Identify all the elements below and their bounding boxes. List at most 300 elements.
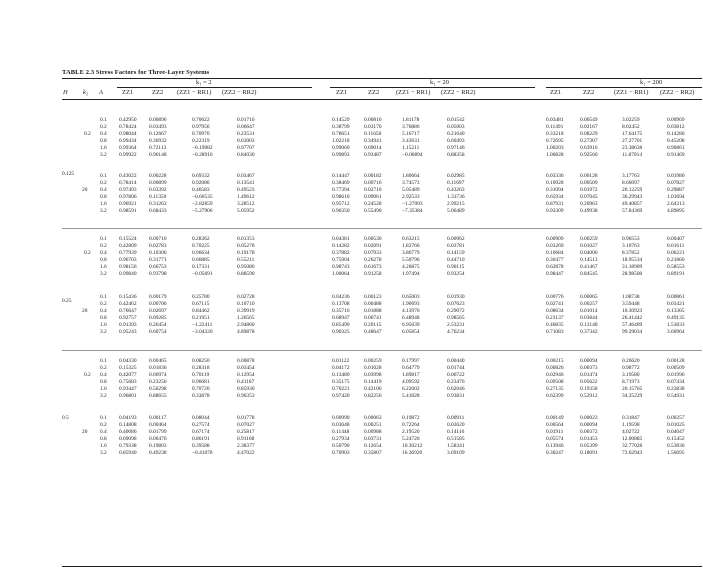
k1-group-label-1: k₁ = 2 bbox=[196, 79, 212, 86]
table-cell: 0.12954 bbox=[237, 372, 255, 378]
table-cell: 0.93447 bbox=[119, 386, 137, 392]
table-cell: 0.98447 bbox=[546, 271, 564, 277]
table-cell: 0.15524 bbox=[119, 236, 137, 242]
table-cell: −0.28916 bbox=[192, 152, 213, 158]
table-cell: 0.02697 bbox=[149, 308, 167, 314]
table-title: TABLE 2.3 Stress Factors for Three-Layer Systems bbox=[62, 69, 210, 76]
table-cell: 0.00259 bbox=[580, 236, 598, 242]
table-cell: 0.02741 bbox=[546, 301, 564, 307]
table-cell: 0.01353 bbox=[237, 236, 255, 242]
table-cell: 0.10710 bbox=[237, 301, 255, 307]
table-cell: 0.19872 bbox=[402, 415, 420, 421]
table-cell: 0.89191 bbox=[667, 271, 685, 277]
table-cell: 0.70970 bbox=[192, 131, 210, 137]
a-value: 0.4 bbox=[100, 308, 107, 314]
table-cell: 0.15452 bbox=[667, 436, 685, 442]
column-header-9: ZZ1 bbox=[550, 89, 562, 96]
table-cell: 0.03812 bbox=[667, 124, 685, 130]
table-cell: 0.01778 bbox=[237, 415, 255, 421]
table-cell: 0.14529 bbox=[332, 117, 350, 123]
table-cell: 0.91258 bbox=[364, 271, 382, 277]
table-cell: 0.01611 bbox=[667, 243, 685, 249]
table-cell: 0.06221 bbox=[667, 250, 685, 256]
table-cell: 0.23137 bbox=[546, 315, 564, 321]
table-cell: 36.29943 bbox=[622, 194, 643, 200]
table-cell: 0.08229 bbox=[580, 131, 598, 137]
table-cell: 8.37852 bbox=[622, 250, 640, 256]
table-cell: 0.96703 bbox=[119, 257, 137, 263]
table-cell: 0.98044 bbox=[119, 131, 137, 137]
column-header-7: (ZZ1 − RR1) bbox=[396, 89, 431, 96]
table-cell: 0.09508 bbox=[546, 379, 564, 385]
table-cell: 0.42106 bbox=[364, 386, 382, 392]
table-cell: 0.29887 bbox=[667, 187, 685, 193]
a-value: 0.8 bbox=[100, 257, 107, 263]
h-value: 0.125 bbox=[62, 171, 75, 177]
table-cell: 0.05622 bbox=[580, 379, 598, 385]
table-cell: 0.66753 bbox=[149, 264, 167, 270]
table-cell: 0.92086 bbox=[192, 180, 210, 186]
table-cell: 0.11448 bbox=[332, 429, 350, 435]
table-cell: 73.62943 bbox=[622, 450, 643, 456]
table-cell: −1.27093 bbox=[402, 201, 423, 207]
table-cell: 0.21640 bbox=[447, 131, 465, 137]
table-cell: 0.15436 bbox=[119, 294, 137, 300]
k1-group-label-3: k₁ = 200 bbox=[640, 79, 663, 86]
table-cell: 1.58341 bbox=[447, 443, 465, 449]
table-cell: 3.10763 bbox=[622, 243, 640, 249]
group-underline-1 bbox=[117, 87, 312, 88]
table-cell: 0.27135 bbox=[546, 386, 564, 392]
table-cell: 0.76647 bbox=[119, 308, 137, 314]
a-value: 0.8 bbox=[100, 315, 107, 321]
table-cell: −3.04320 bbox=[192, 329, 213, 335]
a-value: 0.2 bbox=[100, 422, 107, 428]
table-cell: 1.89817 bbox=[402, 372, 420, 378]
table-cell: 0.14419 bbox=[364, 379, 382, 385]
table-cell: 0.51585 bbox=[447, 436, 465, 442]
table-cell: 0.91469 bbox=[667, 152, 685, 158]
table-cell: 0.00094 bbox=[580, 358, 598, 364]
table-cell: 0.46835 bbox=[546, 322, 564, 328]
table-cell: 17.64175 bbox=[622, 131, 643, 137]
table-cell: 0.11350 bbox=[149, 194, 167, 200]
table-cell: 0.18091 bbox=[580, 450, 598, 456]
table-cell: 0.00564 bbox=[546, 422, 564, 428]
table-cell: 0.65003 bbox=[402, 294, 420, 300]
table-cell: 0.48647 bbox=[364, 329, 382, 335]
table-cell: 0.63215 bbox=[402, 236, 420, 242]
table-cell: 0.14447 bbox=[332, 173, 350, 179]
table-cell: 0.92560 bbox=[580, 152, 598, 158]
table-cell: 0.49523 bbox=[237, 187, 255, 193]
table-cell: 0.43263 bbox=[447, 187, 465, 193]
table-cell: 0.00810 bbox=[364, 117, 382, 123]
k2-value: 0.2 bbox=[84, 250, 91, 256]
table-cell: 0.53836 bbox=[667, 443, 685, 449]
table-cell: −0.41078 bbox=[192, 450, 213, 456]
table-cell: 0.93309 bbox=[546, 208, 564, 214]
table-cell: 0.10928 bbox=[546, 180, 564, 186]
a-value: 0.8 bbox=[100, 379, 107, 385]
table-cell: 0.07827 bbox=[667, 180, 685, 186]
table-cell: 1.83766 bbox=[402, 243, 420, 249]
table-cell: 0.96801 bbox=[119, 393, 137, 399]
table-cell: 0.00706 bbox=[149, 301, 167, 307]
table-cell: 0.14116 bbox=[447, 429, 465, 435]
table-cell: 0.23476 bbox=[447, 379, 465, 385]
a-value: 3.2 bbox=[100, 208, 107, 214]
table-cell: 0.06476 bbox=[149, 436, 167, 442]
table-cell: 0.93487 bbox=[364, 152, 382, 158]
table-cell: 2.38377 bbox=[237, 443, 255, 449]
table-cell: 0.04193 bbox=[119, 415, 137, 421]
table-cell: 0.05399 bbox=[580, 443, 598, 449]
table-cell: 0.01836 bbox=[149, 365, 167, 371]
k2-value: 0.2 bbox=[84, 131, 91, 137]
table-cell: 1.00203 bbox=[546, 145, 564, 151]
table-cell: 0.64779 bbox=[402, 365, 420, 371]
table-cell: 3.43631 bbox=[402, 138, 420, 144]
table-cell: −0.05691 bbox=[192, 271, 213, 277]
k2-value: 0.2 bbox=[84, 372, 91, 378]
table-cell: 4.13976 bbox=[402, 308, 420, 314]
a-value: 1.6 bbox=[100, 264, 107, 270]
table-cell: 0.00962 bbox=[447, 236, 465, 242]
table-cell: 0.69332 bbox=[192, 173, 210, 179]
table-cell: 0.02710 bbox=[364, 187, 382, 193]
table-cell: 0.97806 bbox=[119, 194, 137, 200]
table-cell: 0.95243 bbox=[119, 329, 137, 335]
table-cell: 0.03392 bbox=[149, 187, 167, 193]
table-cell: −0.19082 bbox=[192, 145, 213, 151]
column-header-h: H bbox=[63, 89, 68, 96]
a-value: 0.2 bbox=[100, 180, 107, 186]
table-cell: 0.72264 bbox=[402, 422, 420, 428]
table-cell: 0.49938 bbox=[580, 208, 598, 214]
h-value: 0.25 bbox=[62, 298, 72, 304]
a-value: 0.1 bbox=[100, 294, 107, 300]
column-header-2: ZZ2 bbox=[152, 89, 164, 96]
table-cell: 0.38799 bbox=[332, 124, 350, 130]
table-cell: 12.00885 bbox=[622, 436, 643, 442]
table-cell: 0.49238 bbox=[149, 450, 167, 456]
table-cell: 0.87931 bbox=[546, 201, 564, 207]
table-cell: 0.08044 bbox=[192, 415, 210, 421]
table-cell: 0.00440 bbox=[447, 358, 465, 364]
table-cell: 3.28512 bbox=[237, 201, 255, 207]
table-cell: 0.70726 bbox=[192, 386, 210, 392]
table-cell: 0.70903 bbox=[332, 450, 350, 456]
k1-group-label-2: k₁ = 20 bbox=[430, 79, 449, 86]
table-cell: 0.62878 bbox=[546, 264, 564, 270]
table-cell: 1.33736 bbox=[447, 194, 465, 200]
table-cell: 57.84369 bbox=[622, 208, 643, 214]
group-underline-2 bbox=[330, 87, 535, 88]
table-cell: 0.00488 bbox=[364, 301, 382, 307]
table-cell: 0.78414 bbox=[119, 180, 137, 186]
column-header-12: (ZZ2 − RR2) bbox=[660, 89, 695, 96]
a-value: 0.1 bbox=[100, 415, 107, 421]
table-cell: 0.02728 bbox=[237, 294, 255, 300]
table-cell: 0.93798 bbox=[149, 271, 167, 277]
table-cell: 0.91168 bbox=[237, 436, 255, 442]
column-header-8: (ZZ2 − RR2) bbox=[441, 89, 476, 96]
table-cell: 0.00407 bbox=[667, 236, 685, 242]
table-cell: 0.72695 bbox=[546, 138, 564, 144]
table-cell: 0.00465 bbox=[149, 358, 167, 364]
table-cell: 0.00969 bbox=[667, 117, 685, 123]
table-cell: 3.86779 bbox=[402, 250, 420, 256]
table-cell: 0.07045 bbox=[580, 194, 598, 200]
table-cell: 0.10306 bbox=[149, 250, 167, 256]
table-cell: 0.96634 bbox=[192, 250, 210, 256]
table-cell: 0.84030 bbox=[237, 152, 255, 158]
table-cell: 0.03454 bbox=[237, 365, 255, 371]
table-cell: 0.31771 bbox=[149, 257, 167, 263]
table-cell: 0.19178 bbox=[237, 250, 255, 256]
table-cell: 0.03467 bbox=[237, 173, 255, 179]
column-header-4: (ZZ2 − RR2) bbox=[222, 89, 257, 96]
table-cell: 0.67115 bbox=[192, 301, 210, 307]
table-cell: 0.98610 bbox=[332, 194, 350, 200]
table-cell: 0.00776 bbox=[546, 294, 564, 300]
table-cell: 0.96921 bbox=[119, 201, 137, 207]
table-cell: 0.33878 bbox=[192, 393, 210, 399]
table-cell: 3.17763 bbox=[622, 173, 640, 179]
table-cell: 0.00909 bbox=[546, 236, 564, 242]
table-cell: 0.12654 bbox=[364, 443, 382, 449]
table-cell: 1.97494 bbox=[402, 271, 420, 277]
a-value: 1.6 bbox=[100, 443, 107, 449]
table-cell: 0.55490 bbox=[364, 208, 382, 214]
table-cell: 0.03170 bbox=[364, 124, 382, 130]
table-cell: 0.44710 bbox=[447, 257, 465, 263]
table-cell: 0.00123 bbox=[364, 294, 382, 300]
table-cell: 0.38469 bbox=[332, 180, 350, 186]
table-cell: 0.03998 bbox=[364, 372, 382, 378]
a-value: 0.1 bbox=[100, 358, 107, 364]
a-value: 0.2 bbox=[100, 243, 107, 249]
table-cell: 0.30477 bbox=[546, 257, 564, 263]
a-value: 0.4 bbox=[100, 372, 107, 378]
table-cell: 0.00896 bbox=[149, 117, 167, 123]
table-cell: 0.35716 bbox=[332, 308, 350, 314]
a-value: 0.1 bbox=[100, 236, 107, 242]
table-cell: 0.70119 bbox=[192, 372, 210, 378]
table-cell: 0.99922 bbox=[119, 152, 137, 158]
table-cell: 0.77394 bbox=[332, 187, 350, 193]
table-cell: 0.00094 bbox=[580, 422, 598, 428]
a-value: 0.1 bbox=[100, 117, 107, 123]
table-cell: 0.40086 bbox=[119, 429, 137, 435]
column-header-a: A bbox=[99, 89, 103, 96]
table-cell: 0.43022 bbox=[119, 173, 137, 179]
table-cell: 57.46409 bbox=[622, 322, 643, 328]
table-cell: 0.52912 bbox=[580, 393, 598, 399]
table-cell: 0.01888 bbox=[364, 308, 382, 314]
table-cell: 0.09061 bbox=[364, 194, 382, 200]
table-cell: 0.02985 bbox=[447, 173, 465, 179]
table-cell: 0.00911 bbox=[447, 415, 465, 421]
table-cell: 0.01028 bbox=[364, 365, 382, 371]
table-cell: 0.03844 bbox=[580, 315, 598, 321]
table-cell: 0.42950 bbox=[119, 117, 137, 123]
table-cell: 0.98772 bbox=[622, 365, 640, 371]
bottom-rule bbox=[62, 566, 702, 567]
table-cell: 0.35807 bbox=[364, 450, 382, 456]
table-cell: 0.01930 bbox=[447, 294, 465, 300]
table-cell: 0.01025 bbox=[667, 422, 685, 428]
table-cell: 0.99840 bbox=[119, 271, 137, 277]
a-value: 1.6 bbox=[100, 322, 107, 328]
table-cell: 0.97146 bbox=[447, 145, 465, 151]
table-cell: 0.00861 bbox=[667, 294, 685, 300]
table-cell: 0.00549 bbox=[580, 117, 598, 123]
table-cell: 0.00257 bbox=[667, 415, 685, 421]
table-cell: 0.37342 bbox=[580, 329, 598, 335]
table-cell: 0.96353 bbox=[237, 393, 255, 399]
table-cell: 5.24726 bbox=[402, 436, 420, 442]
table-cell: 1.01694 bbox=[667, 194, 685, 200]
table-cell: 20.12259 bbox=[622, 187, 643, 193]
table-cell: 0.17331 bbox=[192, 264, 210, 270]
table-cell: 3.69109 bbox=[447, 450, 465, 456]
table-cell: 0.26278 bbox=[364, 257, 382, 263]
table-cell: 0.75683 bbox=[119, 379, 137, 385]
table-cell: 4.02722 bbox=[622, 429, 640, 435]
table-cell: 0.13541 bbox=[237, 180, 255, 186]
table-cell: 0.27307 bbox=[580, 138, 598, 144]
column-header-k2: k₂ bbox=[83, 89, 89, 96]
table-cell: 0.96148 bbox=[149, 152, 167, 158]
table-cell: 4.76234 bbox=[447, 329, 465, 335]
table-cell: 0.25817 bbox=[237, 429, 255, 435]
table-cell: 0.01474 bbox=[580, 372, 598, 378]
k2-value: 20 bbox=[82, 308, 88, 314]
table-cell: 0.01980 bbox=[667, 173, 685, 179]
top-rule bbox=[62, 78, 702, 79]
table-cell: 0.77939 bbox=[119, 250, 137, 256]
table-cell: 0.23256 bbox=[149, 379, 167, 385]
table-cell: 0.46583 bbox=[192, 187, 210, 193]
table-cell: 0.01972 bbox=[580, 187, 598, 193]
table-cell: 1.90693 bbox=[402, 301, 420, 307]
table-cell: 0.23531 bbox=[237, 131, 255, 137]
a-value: 3.2 bbox=[100, 393, 107, 399]
table-cell: 0.06647 bbox=[237, 124, 255, 130]
table-cell: 0.03336 bbox=[546, 173, 564, 179]
table-cell: 0.14513 bbox=[580, 257, 598, 263]
table-cell: 0.42077 bbox=[119, 372, 137, 378]
table-cell: 0.00215 bbox=[546, 358, 564, 364]
table-cell: 0.56298 bbox=[149, 386, 167, 392]
table-cell: 0.99893 bbox=[332, 152, 350, 158]
table-cell: 0.00228 bbox=[149, 173, 167, 179]
table-cell: 1.53833 bbox=[667, 322, 685, 328]
k2-value: 20 bbox=[82, 429, 88, 435]
table-cell: 0.98591 bbox=[119, 208, 137, 214]
table-cell: 0.97420 bbox=[332, 393, 350, 399]
table-cell: 0.62046 bbox=[447, 386, 465, 392]
header-rule bbox=[62, 99, 702, 100]
table-cell: 0.26454 bbox=[149, 322, 167, 328]
table-cell: 0.29072 bbox=[447, 308, 465, 314]
table-cell: 0.95712 bbox=[332, 201, 350, 207]
a-value: 0.8 bbox=[100, 138, 107, 144]
table-cell: −2.82859 bbox=[192, 201, 213, 207]
table-cell: 0.86191 bbox=[192, 436, 210, 442]
table-cell: 0.00023 bbox=[580, 415, 598, 421]
table-cell: 0.34941 bbox=[364, 138, 382, 144]
table-cell: 0.01014 bbox=[580, 308, 598, 314]
table-cell: 0.62399 bbox=[546, 393, 564, 399]
table-cell: 0.20963 bbox=[580, 201, 598, 207]
table-cell: 0.07623 bbox=[447, 301, 465, 307]
table-cell: 2.92533 bbox=[402, 194, 420, 200]
k2-value: 20 bbox=[82, 187, 88, 193]
table-cell: 0.13365 bbox=[667, 308, 685, 314]
a-value: 3.2 bbox=[100, 152, 107, 158]
a-value: 3.2 bbox=[100, 329, 107, 335]
table-cell: 3.74573 bbox=[402, 180, 420, 186]
table-cell: 1.26565 bbox=[237, 315, 255, 321]
table-cell: 0.25780 bbox=[192, 294, 210, 300]
a-value: 0.8 bbox=[100, 194, 107, 200]
table-cell: 0.00373 bbox=[580, 365, 598, 371]
table-cell: 0.01122 bbox=[332, 358, 350, 364]
table-cell: 0.00182 bbox=[364, 173, 382, 179]
table-cell: 10.30212 bbox=[402, 443, 423, 449]
table-cell: 0.20115 bbox=[364, 322, 382, 328]
table-cell: 2.53231 bbox=[447, 322, 465, 328]
table-cell: 0.60493 bbox=[447, 138, 465, 144]
table-cell: 0.07933 bbox=[364, 250, 382, 256]
table-cell: 0.68433 bbox=[149, 208, 167, 214]
table-cell: 0.02946 bbox=[546, 372, 564, 378]
table-cell: 0.00826 bbox=[546, 365, 564, 371]
table-cell: 0.04172 bbox=[332, 365, 350, 371]
table-cell: 0.00149 bbox=[546, 415, 564, 421]
table-cell: 0.45208 bbox=[667, 138, 685, 144]
table-cell: 0.23838 bbox=[667, 386, 685, 392]
table-cell: 0.68947 bbox=[332, 315, 350, 321]
table-cell: 3.02259 bbox=[622, 117, 640, 123]
table-cell: 0.35175 bbox=[332, 379, 350, 385]
a-value: 0.2 bbox=[100, 365, 107, 371]
table-cell: 0.06741 bbox=[364, 315, 382, 321]
table-cell: 2.64313 bbox=[667, 201, 685, 207]
table-cell: 0.05574 bbox=[546, 436, 564, 442]
table-cell: 0.26620 bbox=[622, 358, 640, 364]
table-cell: 0.11697 bbox=[447, 180, 465, 186]
a-value: 0.1 bbox=[100, 173, 107, 179]
table-cell: 10.30923 bbox=[622, 308, 643, 314]
table-cell: 0.42462 bbox=[119, 301, 137, 307]
column-header-10: ZZ2 bbox=[583, 89, 595, 96]
table-cell: 0.19803 bbox=[149, 443, 167, 449]
table-cell: 0.42809 bbox=[119, 243, 137, 249]
table-cell: 0.67174 bbox=[192, 429, 210, 435]
table-cell: 0.14808 bbox=[119, 422, 137, 428]
table-cell: 0.96681 bbox=[192, 379, 210, 385]
table-cell: 0.05003 bbox=[447, 124, 465, 130]
a-value: 0.2 bbox=[100, 301, 107, 307]
table-cell: 0.04047 bbox=[667, 429, 685, 435]
a-value: 1.6 bbox=[100, 145, 107, 151]
table-cell: 0.88358 bbox=[447, 152, 465, 158]
block-separator bbox=[62, 350, 702, 351]
